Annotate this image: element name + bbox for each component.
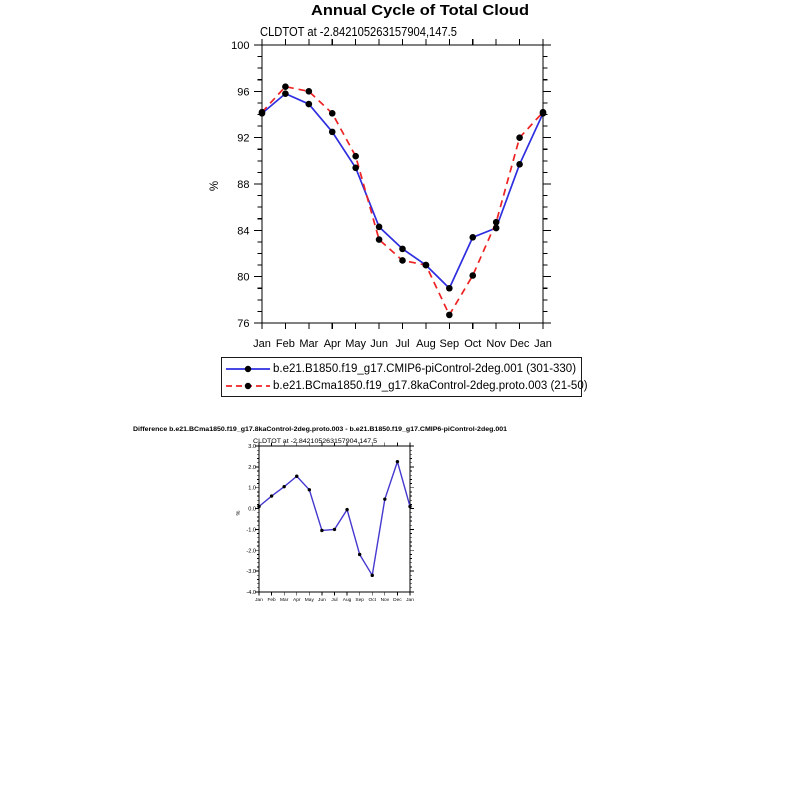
y-tick-label: 92 [237,132,250,145]
x-tick-label: Feb [275,338,295,350]
y-tick-label: 1.0 [248,485,256,492]
y-tick-label: 3.0 [248,444,256,451]
data-point-marker-1 [469,272,476,279]
legend-line-sample-dashed [225,380,271,392]
y-tick-label: -2.0 [246,548,256,555]
data-point-marker-0 [320,529,323,532]
data-point-marker-0 [352,164,359,171]
plot-frame [259,446,410,592]
x-tick-label: May [304,598,314,603]
legend-marker-dot-icon [245,365,251,371]
data-point-marker-0 [282,485,285,488]
x-tick-label: Jun [370,338,388,350]
data-point-marker-0 [469,234,476,241]
data-point-marker-1 [423,262,430,269]
data-point-marker-0 [329,129,336,136]
y-tick-label: 2.0 [248,464,256,471]
data-point-marker-0 [257,505,260,508]
data-point-marker-1 [352,153,359,160]
diff-chart-title: Difference b.e21.BCma1850.f19_g17.8kaControl-2deg.proto.003 - b.e21.B1850.f19_g17.CMIP6-piControl-2deg.001 [133,426,508,433]
x-tick-label: Oct [368,598,376,603]
y-tick-label: 80 [237,271,250,284]
y-tick-label: 88 [237,178,250,191]
data-point-marker-1 [516,134,523,141]
data-point-marker-0 [399,246,406,253]
legend-item-8kacontrol [225,377,588,394]
x-tick-label: Nov [380,598,390,603]
data-point-marker-1 [282,83,289,90]
legend-item-picontrol [225,360,581,377]
x-tick-label: Feb [267,598,276,603]
legend-box [221,357,588,397]
data-point-marker-0 [376,224,383,231]
data-point-marker-0 [383,497,386,500]
y-tick-label: 96 [237,86,250,99]
x-tick-label: Dec [509,338,530,350]
data-point-marker-1 [540,109,547,116]
diff-chart-subtitle: CLDTOT at -2.842105263157904,147.5 [253,438,378,445]
x-tick-label: Nov [486,338,506,350]
main-chart [185,0,620,355]
data-point-marker-0 [345,508,348,511]
y-tick-label: -4.0 [246,590,256,597]
x-tick-label: Jan [255,598,263,603]
data-point-marker-1 [306,88,313,95]
data-point-marker-0 [493,225,500,232]
diff-plot-area [246,443,414,604]
series-line-1 [262,87,543,315]
x-tick-label: Jul [395,338,410,350]
data-point-marker-0 [308,488,311,491]
y-tick-label: 76 [237,317,250,330]
diff-chart [125,418,525,612]
main-chart-y-axis-label: % [209,180,221,192]
diff-chart-y-axis-label: % [236,510,242,516]
x-tick-label: Mar [299,338,319,350]
x-tick-label: May [345,338,367,350]
data-point-marker-1 [446,312,453,319]
main-plot-area [231,39,552,350]
data-point-marker-0 [333,528,336,531]
x-tick-label: Aug [416,338,436,350]
legend-label-picontrol: b.e21.B1850.f19_g17.CMIP6-piControl-2deg.001 (301-330) [273,362,577,375]
data-point-marker-0 [446,285,453,292]
data-point-marker-0 [371,574,374,577]
data-point-marker-0 [516,161,523,168]
data-point-marker-1 [329,110,336,117]
x-tick-label: Jan [534,338,552,350]
data-point-marker-0 [408,505,411,508]
x-tick-label: Jun [318,598,326,603]
data-point-marker-1 [399,257,406,264]
data-point-marker-0 [396,460,399,463]
y-tick-label: 0.0 [248,506,256,513]
data-point-marker-0 [358,553,361,556]
legend-label-8kacontrol: b.e21.BCma1850.f19_g17.8kaControl-2deg.proto.003 (21-50) [273,379,588,392]
data-point-marker-0 [270,494,273,497]
x-tick-label: Apr [323,338,341,350]
legend-marker-dot-icon [245,382,251,388]
data-point-marker-1 [259,109,266,116]
y-tick-label: -3.0 [246,569,256,576]
x-tick-label: Jul [331,598,338,603]
x-tick-label: Oct [464,338,482,350]
x-tick-label: Jan [406,598,414,603]
legend-line-sample-solid [225,363,271,375]
data-point-marker-1 [376,236,383,243]
x-tick-label: Sep [355,598,364,603]
main-chart-title: Annual Cycle of Total Cloud [311,3,529,19]
x-tick-label: Dec [393,598,402,603]
x-tick-label: Mar [280,598,289,603]
x-tick-label: Jan [253,338,271,350]
x-tick-label: Apr [293,598,301,603]
data-point-marker-1 [493,219,500,226]
main-chart-subtitle: CLDTOT at -2.842105263157904,147.5 [260,25,458,39]
data-point-marker-0 [306,101,313,108]
y-tick-label: -1.0 [246,527,256,534]
data-point-marker-0 [295,475,298,478]
x-tick-label: Sep [439,338,460,350]
y-tick-label: 100 [231,39,250,52]
data-point-marker-0 [282,90,289,97]
series-line-0 [259,462,410,576]
x-tick-label: Aug [342,598,352,603]
plot-frame [262,45,543,323]
y-tick-label: 84 [237,225,250,238]
